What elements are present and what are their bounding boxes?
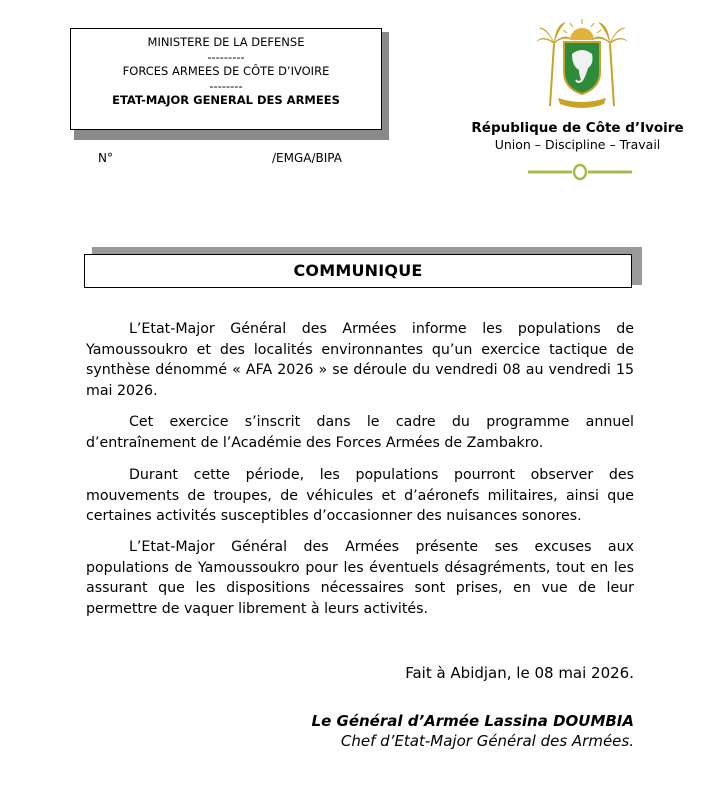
place-date: Fait à Abidjan, le 08 mai 2026. bbox=[405, 664, 634, 682]
signatory-title: Chef d’Etat-Major Général des Armées. bbox=[340, 732, 634, 750]
coat-of-arms-icon bbox=[532, 14, 632, 114]
paragraph-1: L’Etat-Major Général des Armées informe les populations de Yamoussoukro et des localités environnantes qu’un exercice tactique de synthèse dénommé « AFA 2026 » se déroule du vendredi 08 au vendredi 15 mai 2026. bbox=[86, 321, 634, 399]
decorative-divider-icon bbox=[528, 162, 632, 182]
document-title: COMMUNIQUE bbox=[84, 254, 632, 288]
ministry-name: MINISTERE DE LA DEFENSE bbox=[147, 35, 305, 49]
paragraph-4: L’Etat-Major Général des Armées présente ses excuses aux populations de Yamoussoukro pour les éventuels désagréments, tout en les assurant que les dispositions nécessaires sont prises, en vue de leur permettre de vaquer librement à leurs activités. bbox=[86, 539, 634, 617]
signatory-name: Le Général d’Armée Lassina DOUMBIA bbox=[311, 712, 634, 730]
paragraph-2: Cet exercice s’inscrit dans le cadre du programme annuel d’entraînement de l’Académie des Forces Armées de Zambakro. bbox=[86, 414, 634, 451]
republic-block bbox=[470, 120, 685, 153]
signatory-block bbox=[250, 711, 634, 751]
republic-name: République de Côte d’Ivoire bbox=[471, 120, 684, 136]
ministry-header-box bbox=[70, 28, 382, 130]
staff-name: ETAT-MAJOR GENERAL DES ARMEES bbox=[112, 93, 340, 107]
paragraph-3: Durant cette période, les populations pourront observer des mouvements de troupes, de véhicules et d’aéronefs militaires, ainsi que certaines activités susceptibles d’occasionner des nuisances sonores. bbox=[86, 467, 634, 524]
separator-2: -------- bbox=[209, 78, 243, 93]
ref-code: /EMGA/BIPA bbox=[272, 151, 342, 165]
ref-number-label: N° bbox=[98, 151, 113, 165]
republic-motto: Union – Discipline – Travail bbox=[494, 137, 661, 152]
separator-1: --------- bbox=[207, 49, 245, 64]
forces-name: FORCES ARMEES DE CÔTE D’IVOIRE bbox=[122, 64, 330, 78]
